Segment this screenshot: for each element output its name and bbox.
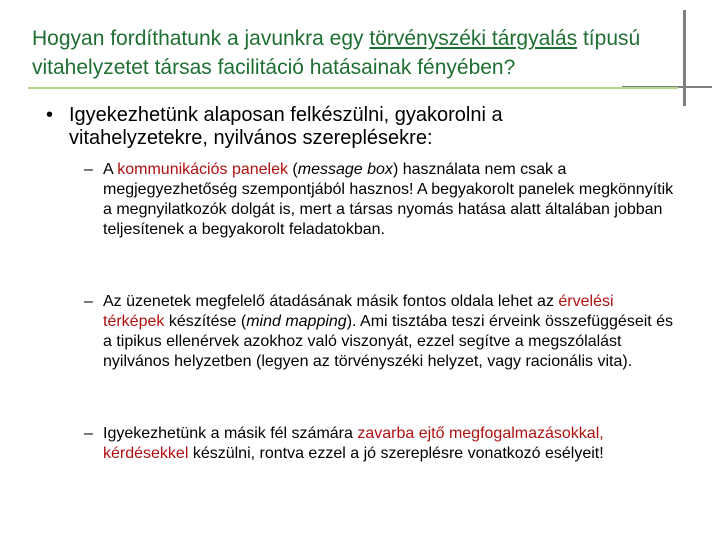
highlight-run: kommunikációs panelek	[117, 161, 288, 178]
dash-bullet-icon: –	[84, 161, 93, 178]
title-part-2: típusú vitahelyzetet társas facilitáció hatásainak fényében?	[32, 27, 641, 79]
text-run: A	[103, 161, 118, 178]
main-bullet-text: Igyekezhetünk alaposan felkészülni, gyakorolni a vitahelyzetekre, nyilvános szereplésekre:	[69, 104, 503, 149]
dash-bullet-icon: –	[84, 293, 93, 310]
sub-bullet-1-text	[84, 160, 674, 240]
sub-bullet-1	[84, 160, 674, 240]
sub-bullet-3-text	[84, 424, 674, 464]
text-run: készítése (	[164, 313, 247, 330]
italic-run: mind mapping	[246, 313, 347, 330]
text-run: Az üzenetek megfelelő átadásának másik fontos oldala lehet az	[103, 293, 559, 310]
sub-bullet-3	[84, 424, 674, 464]
text-run: (	[287, 161, 298, 178]
highlight-run: zavarba ejtő megfogalmazásokkal, kérdésekkel	[103, 425, 604, 462]
slide-title	[32, 24, 672, 82]
title-underline-rule	[28, 87, 678, 89]
decorative-vertical-line	[683, 10, 686, 106]
main-bullet	[46, 104, 646, 150]
title-part-1: Hogyan fordíthatunk a javunkra egy	[32, 27, 370, 50]
sub-bullet-2-text	[84, 292, 674, 372]
text-run: Igyekezhetünk a másik fél számára	[103, 425, 358, 442]
dash-bullet-icon: –	[84, 425, 93, 442]
text-run: ). Ami tisztába teszi érveink összefüggéseit és a tipikus ellenérvek azokhoz való viszonyát, ezzel segítve a megszólalást nyilvános helyzetben (legyen az törvényszéki helyzet, vagy racionális vita).	[103, 313, 674, 370]
sub-bullet-2	[84, 292, 674, 372]
text-run: ) használata nem csak a megjegyezhetőség szempontjából hasznos! A begyakorolt panelek megkönnyítik a megnyilatkozók dolgát is, mert a társas nyomás hatása alatt általában jobban teljesítenek a begyakorolt feladatokban.	[103, 161, 674, 238]
italic-run: message box	[297, 161, 393, 178]
bullet-dot-icon: •	[46, 104, 54, 126]
text-run: készülni, rontva ezzel a jó szereplésre vonatkozó esélyeit!	[188, 445, 604, 462]
highlight-run: érvelési térképek	[103, 293, 614, 330]
title-underlined: törvényszéki tárgyalás	[369, 27, 578, 50]
